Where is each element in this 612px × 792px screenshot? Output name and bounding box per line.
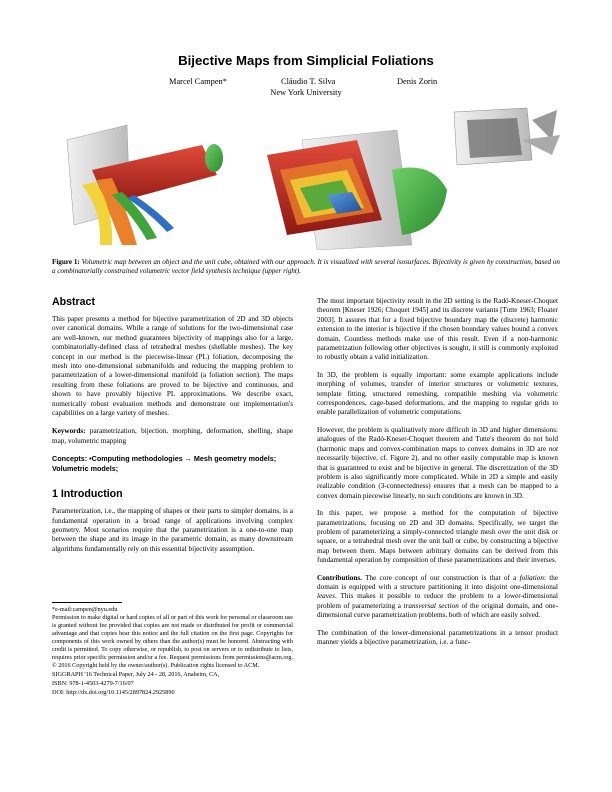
ccs-concepts: Concepts: •Computing methodologies → Mesh geometry models; Volumetric models; (52, 454, 277, 473)
footnote-permission: Permission to make digital or hard copies of all or part of this work for personal or classroom use is granted without fee provided that copies are not made or distributed for profit or commercial advantage and that copies bear this notice and the full citation on the first page. Copyrights for components of this work owned by others than the author(s) must be honored. Abstracting with credit is permitted. To copy otherwise, or republish, to post on servers or to redistribute to lists, requires prior specific permission and/or a fee. Request permissions from permissions@acm.org. © 2016 Copyright held by the owner/author(s). Publication rights licensed to ACM. (52, 614, 293, 669)
right-paragraph-5-transversal: transversal section (403, 601, 459, 610)
right-paragraph-3-not: not (548, 444, 558, 453)
keywords (52, 427, 293, 446)
footnote-rule (52, 602, 122, 603)
right-paragraph-5c: . This makes it possible to reduce the problem to a lower-dimensional problem of parameterizing a (317, 592, 558, 610)
right-paragraph-5d: of the original domain, and one-dimensional curve parametrization problems, both of which are easily solved. (317, 601, 559, 620)
right-column (317, 297, 558, 647)
abstract-heading: Abstract (52, 296, 95, 308)
right-paragraph-3b: necessarily bijective, cf. Figure 2), and no other easily computable map is known that is guaranteed to exist and be bijective in general. The discretization of the 3D problem is also significantly more complicated. While in 2D a simple and easily realizable condition (3-connectedness) ensures that a mesh can be mapped to a convex domain piecewise linearly, no such conditions are known in 3D. (317, 454, 558, 500)
figure-caption (52, 258, 560, 276)
right-paragraph-3 (317, 426, 558, 501)
affiliation: New York University (270, 88, 342, 97)
right-paragraph-5a: The core concept of our construction is that of a (361, 573, 520, 582)
author-2: Cláudio T. Silva (281, 77, 336, 86)
left-column (52, 296, 293, 554)
right-paragraph-5b: : the domain is equipped with a structure partitioning it into disjoint one-dimensional (317, 573, 559, 591)
teaser-illustration (52, 100, 560, 250)
keywords-label: Keywords: (52, 427, 86, 436)
footnote-venue: SIGGRAPH '16 Technical Paper, July 24 - 28, 2016, Anaheim, CA, (52, 671, 220, 678)
contributions-label: Contributions. (317, 573, 362, 582)
right-paragraph-4: In this paper, we propose a method for the computation of bijective parametrizations, focusing on 2D and 3D domains. Specifically, we target the problem of parameterizing a simply-connected triangle mesh over the unit disk or square, or a tetrahedral mesh over the unit ball or cube, by constructing a bijective map between them. Maps between arbitrary domains can be derived from this fundamental operation by composition of these parametrizations and their inverses. (317, 509, 558, 565)
right-object (454, 108, 560, 165)
caption-text: Volumetric map between an object and the unit cube, obtained with our approach. It is visualized with several isosurfaces. Bijectivity is given by construction, based on a combinatorially constrained volumetric vector field synthesis technique (upper right). (52, 258, 560, 275)
footnote (52, 602, 293, 696)
intro-paragraph-1: Parameterization, i.e., the mapping of shapes or their parts to simpler domains, is a fundamental operation in a broad range of applications involving complex geometry. Most scenarios require that the parametrization is a one-to-one map between the shape and its image in the parametric domain, as many downstream algorithms fundamentally rely on this essential bijectivity assumption. (52, 507, 293, 553)
caption-label: Figure 1: (52, 258, 80, 266)
author-3: Denis Zorin (397, 77, 438, 86)
footnote-doi: DOI: http://dx.doi.org/10.1145/2897824.2925890 (52, 688, 175, 696)
intro-heading: 1 Introduction (52, 488, 123, 501)
paper-title: Bijective Maps from Simplicial Foliations (178, 53, 434, 68)
right-paragraph-5 (317, 574, 558, 621)
abstract-text: This paper presents a method for bijective parametrization of 2D and 3D objects over canonical domains. While a range of solutions for the two-dimensional case are well-known, our method guarantees bijectivity of mappings also for a large, combinatorially-defined class of tetrahedral meshes (shellable meshes). The key concept in our method is the piecewise-linear (PL) foliation, decomposing the mesh into one-dimensional submanifolds and reducing the mapping problem to parametrization of a lower-dimensional manifold (a foliation section). The maps resulting from these foliations are proved to be bijective and continuous, and shown to have provably bijective PL approximations. We describe exact, numerically robust evaluation methods and demonstrate our implementation's capabilities on a large variety of meshes. (52, 315, 293, 418)
right-paragraph-5-foliation: foliation (519, 573, 544, 582)
footnote-email: *e-mail:campen@nyu.edu (52, 606, 118, 613)
author-1: Marcel Campen* (169, 77, 227, 86)
middle-object (267, 130, 447, 250)
right-paragraph-1: The most important bijectivity result in the 2D setting is the Radó-Kneser-Choquet theorem [Kneser 1926; Choquet 1945] and its discrete variants [Tutte 1963; Floater 2003]. It assures that for a fixed bijective boundary map the (discrete) harmonic extension to the interior is bijective if the chosen boundary values bound a convex domain. Countless methods make use of this result. Even if a non-harmonic parametrization following other objectives is sought, it still is commonly exploited to robustly obtain a valid initialization. (317, 297, 558, 362)
footnote-isbn: ISBN: 978-1-4503-4279-7/16/07 (52, 679, 134, 687)
right-paragraph-5-leaves: leaves (317, 592, 335, 601)
keywords-text: parametrization, bijection, morphing, deformation, shelling, shape map, volumetric mapping (52, 427, 294, 445)
right-paragraph-3a: However, the problem is qualitatively more difficult in 3D and higher dimensions: analogues of the Radó-Kneser-Choquet theorem and Tutte's theorem do not hold (harmonic maps and convex-combination maps to convex domains in 3D are (317, 425, 558, 453)
right-paragraph-6: The combination of the lower-dimensional parametrizations in a tensor product manner yields a bijective parametrization, i.e. a func- (317, 628, 558, 646)
teaser-figure (52, 100, 560, 250)
right-paragraph-2: In 3D, the problem is equally important: some example applications include morphing of volumes, transfer of interior structures or volumetric textures, template fitting, structured remeshing, compatible meshing via volumetric correspondences, cage-based deformations, and the mapping to regular grids to enable parallelization of volumetric computations. (317, 370, 558, 417)
left-object (67, 125, 223, 245)
